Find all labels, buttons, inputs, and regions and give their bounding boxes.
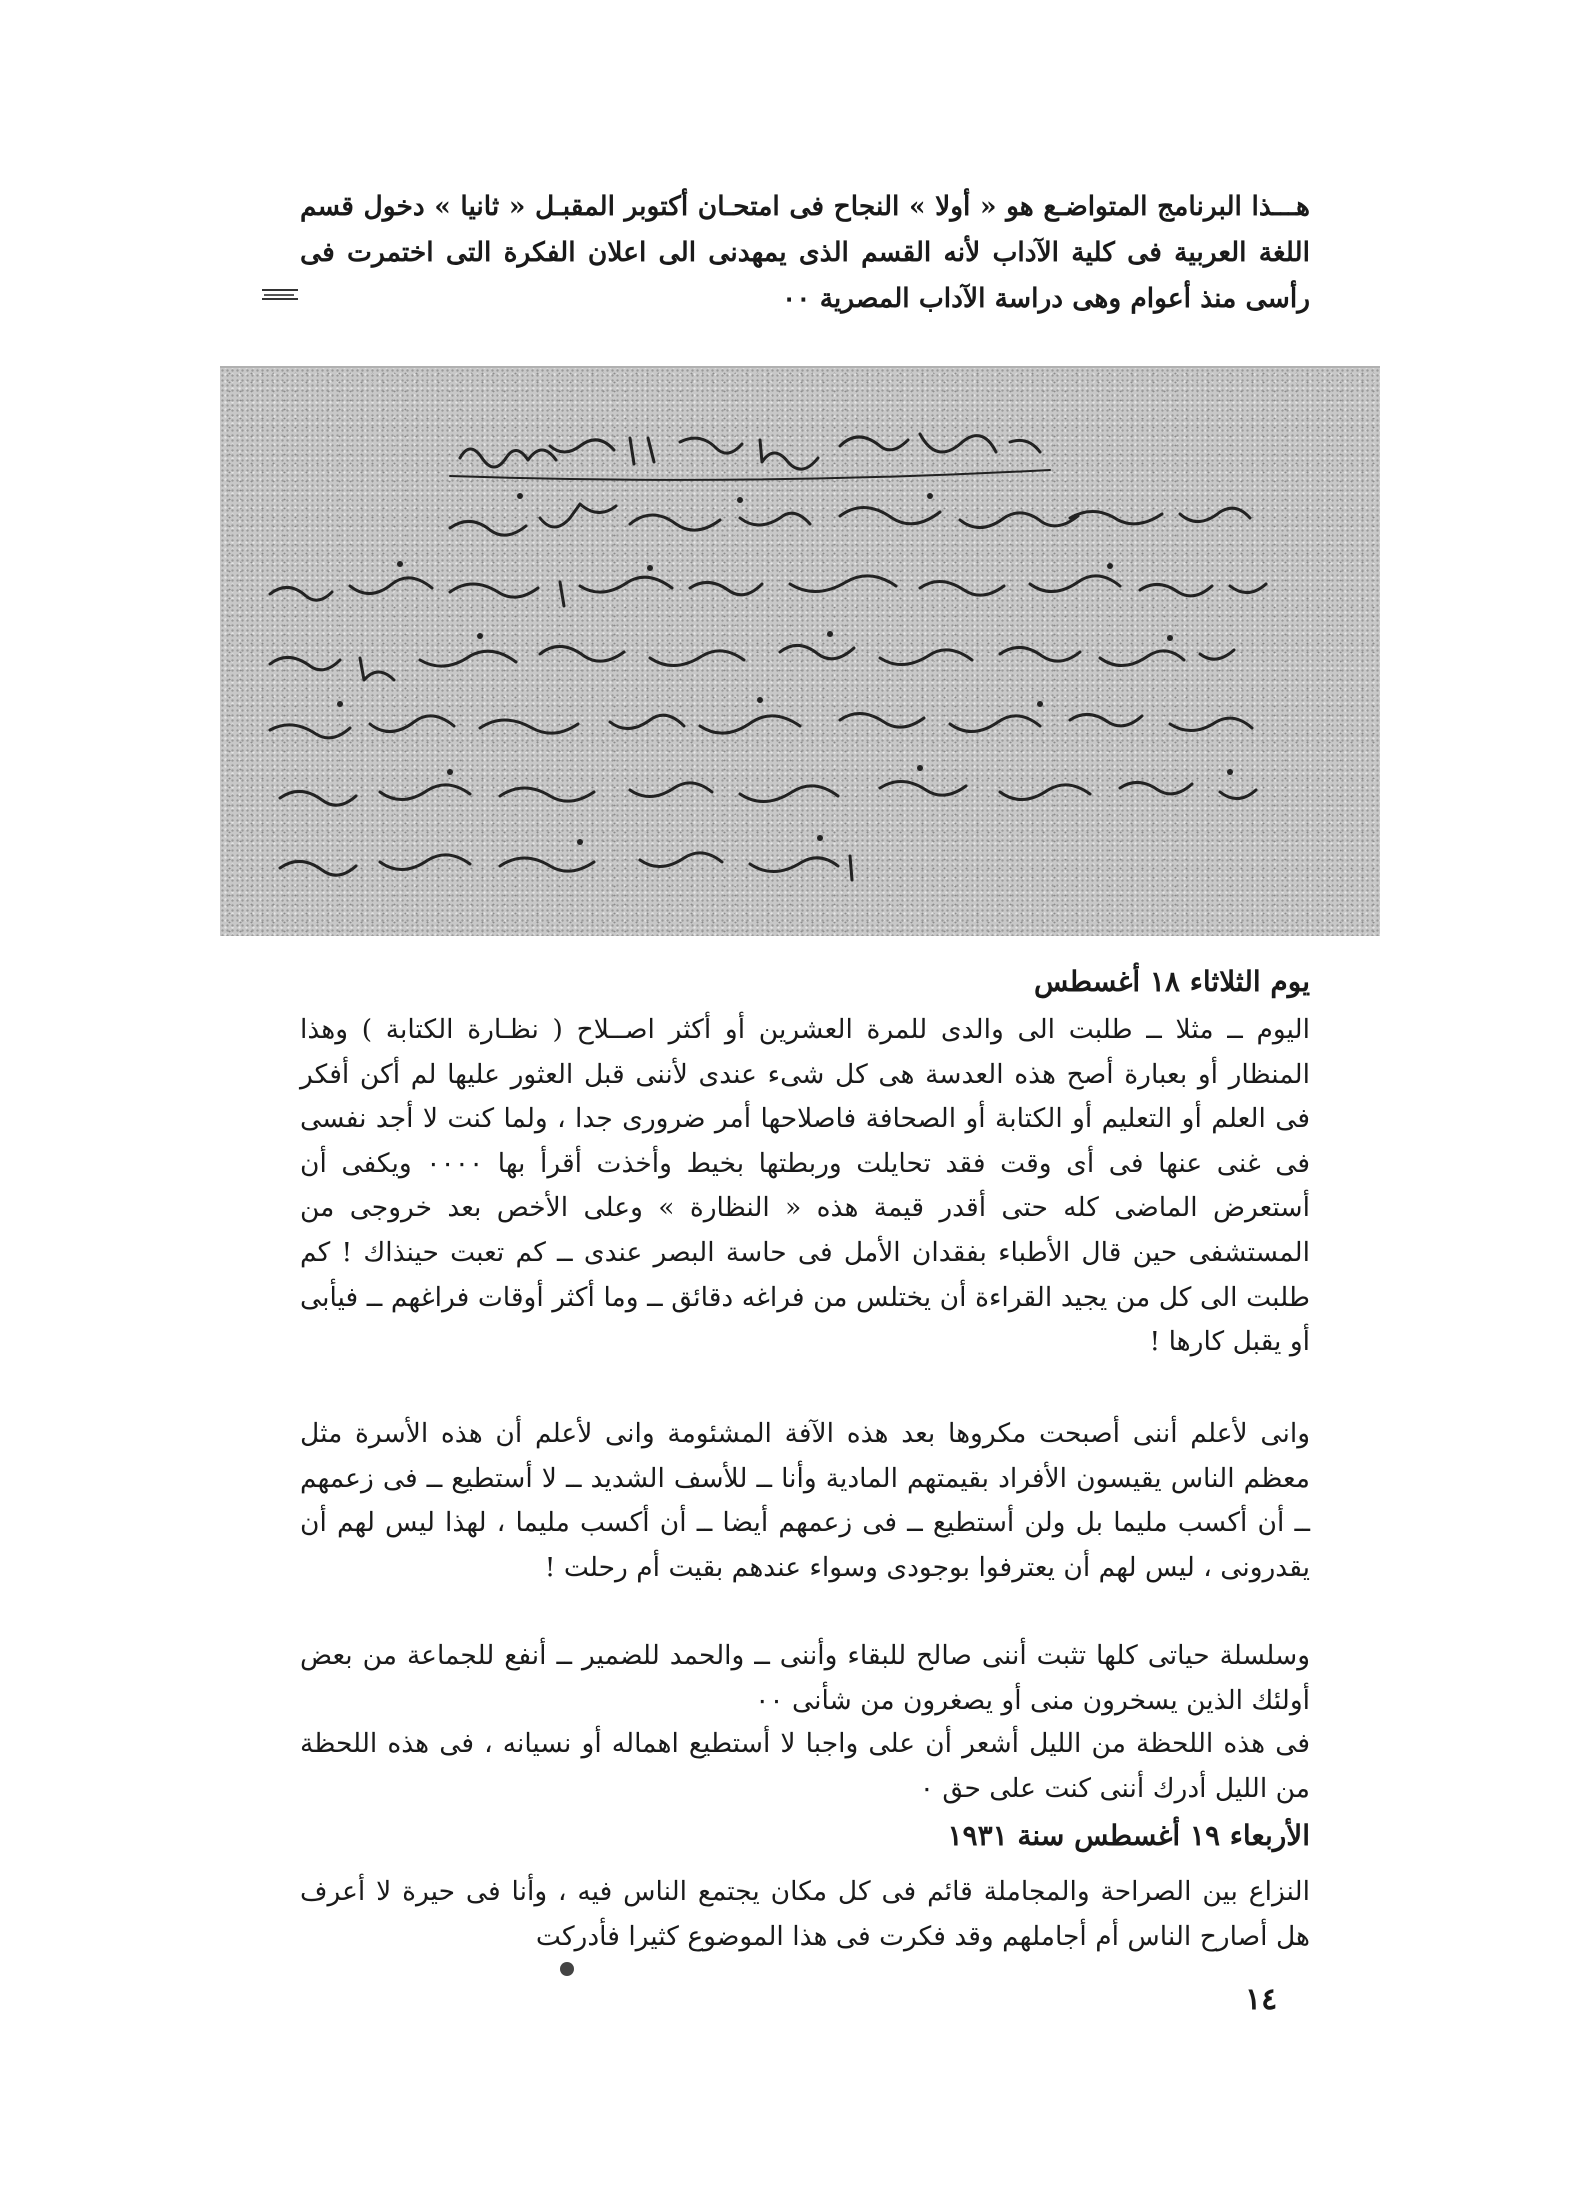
paragraph-tuesday-1: اليوم ــ مثلا ــ طلبت الى والدى للمرة العشرين أو أكثر اصــلاح ( نظـارة الكتابة ) وهذا المنظار أو بعبارة أصح هذه العدسة هى كل شىء عندى لأننى قبل العثور عليها لم أكن أفكر فى العلم أو التعليم أو الكتابة أو الصحافة فاصلاحها أمر ضرورى جدا ، ولما كنت لا أجد نفسى فى غنى عنها فى أى وقت فقد تحايلت وربطتها بخيط وأخذت أقرأ بها ٠٠٠٠ ويكفى أن أستعرض الماضى كله حتى أقدر قيمة هذه « النظارة » وعلى الأخص بعد خروجى من المستشفى حين قال الأطباء بفقدان الأمل فى حاسة البصر عندى ــ كم تعبت حينذاك ! كم طلبت الى كل من يجيد القراءة أن يختلس من فراغه دقائق ــ وما أكثر أوقات فراغهم ــ فيأبى أو يقبل كارها !: [300, 1014, 1310, 1358]
handwriting-strokes: [220, 368, 1380, 936]
paragraph-wednesday-1: النزاع بين الصراحة والمجاملة قائم فى كل مكان يجتمع الناس فيه ، وأنا فى حيرة لا أعرف هل أصارح الناس أم أجاملهم وقد فكرت فى هذا الموضوع كثيرا فأدركت: [300, 1876, 1310, 1952]
paragraph-tuesday-3: وسلسلة حياتى كلها تثبت أننى صالح للبقاء وأننى ــ والحمد للضمير ــ أنفع للجماعة من بعض أولئك الذين يسخرون منى أو يصغرون من شأنى ٠٠: [300, 1640, 1310, 1716]
paragraph-tuesday-2: وانى لأعلم أننى أصبحت مكروها بعد هذه الآفة المشئومة وانى لأعلم أن هذه الأسرة مثل معظم الناس يقيسون الأفراد بقيمتهم المادية وأنا ــ للأسف الشديد ــ لا أستطيع ــ فى زعمهم ــ أن أكسب مليما بل ولن أستطيع ــ فى زعمهم أيضا ــ أن أكسب مليما ، لهذا ليس لهم أن يقدرونى ، ليس لهم أن يعترفوا بوجودى وسواء عندهم بقيت أم رحلت !: [300, 1418, 1310, 1583]
handwritten-manuscript-image: [220, 366, 1380, 936]
page-ornament: [560, 1962, 574, 1976]
intro-paragraph: هـــذا البرنامج المتواضـع هو « أولا » النجاح فى امتحـان أكتوبر المقبـل « ثانيا » دخول قسم اللغة العربية فى كلية الآداب لأنه القسم الذى يمهدنى الى اعلان الفكرة التى اختمرت فى رأسى منذ أعوام وهى دراسة الآداب المصرية ٠٠: [300, 191, 1310, 314]
page-number: ١٤: [1245, 1982, 1278, 2017]
entry-heading-tuesday: يوم الثلاثاء ١٨ أغسطس: [1034, 965, 1310, 998]
entry-heading-wednesday: الأربعاء ١٩ أغسطس سنة ١٩٣١: [947, 1819, 1310, 1852]
paragraph-tuesday-4: فى هذه اللحظة من الليل أشعر أن على واجبا لا أستطيع اهماله أو نسيانه ، فى هذه اللحظة من الليل أدرك أننى كنت على حق ٠: [300, 1728, 1310, 1804]
margin-mark: [262, 286, 298, 300]
